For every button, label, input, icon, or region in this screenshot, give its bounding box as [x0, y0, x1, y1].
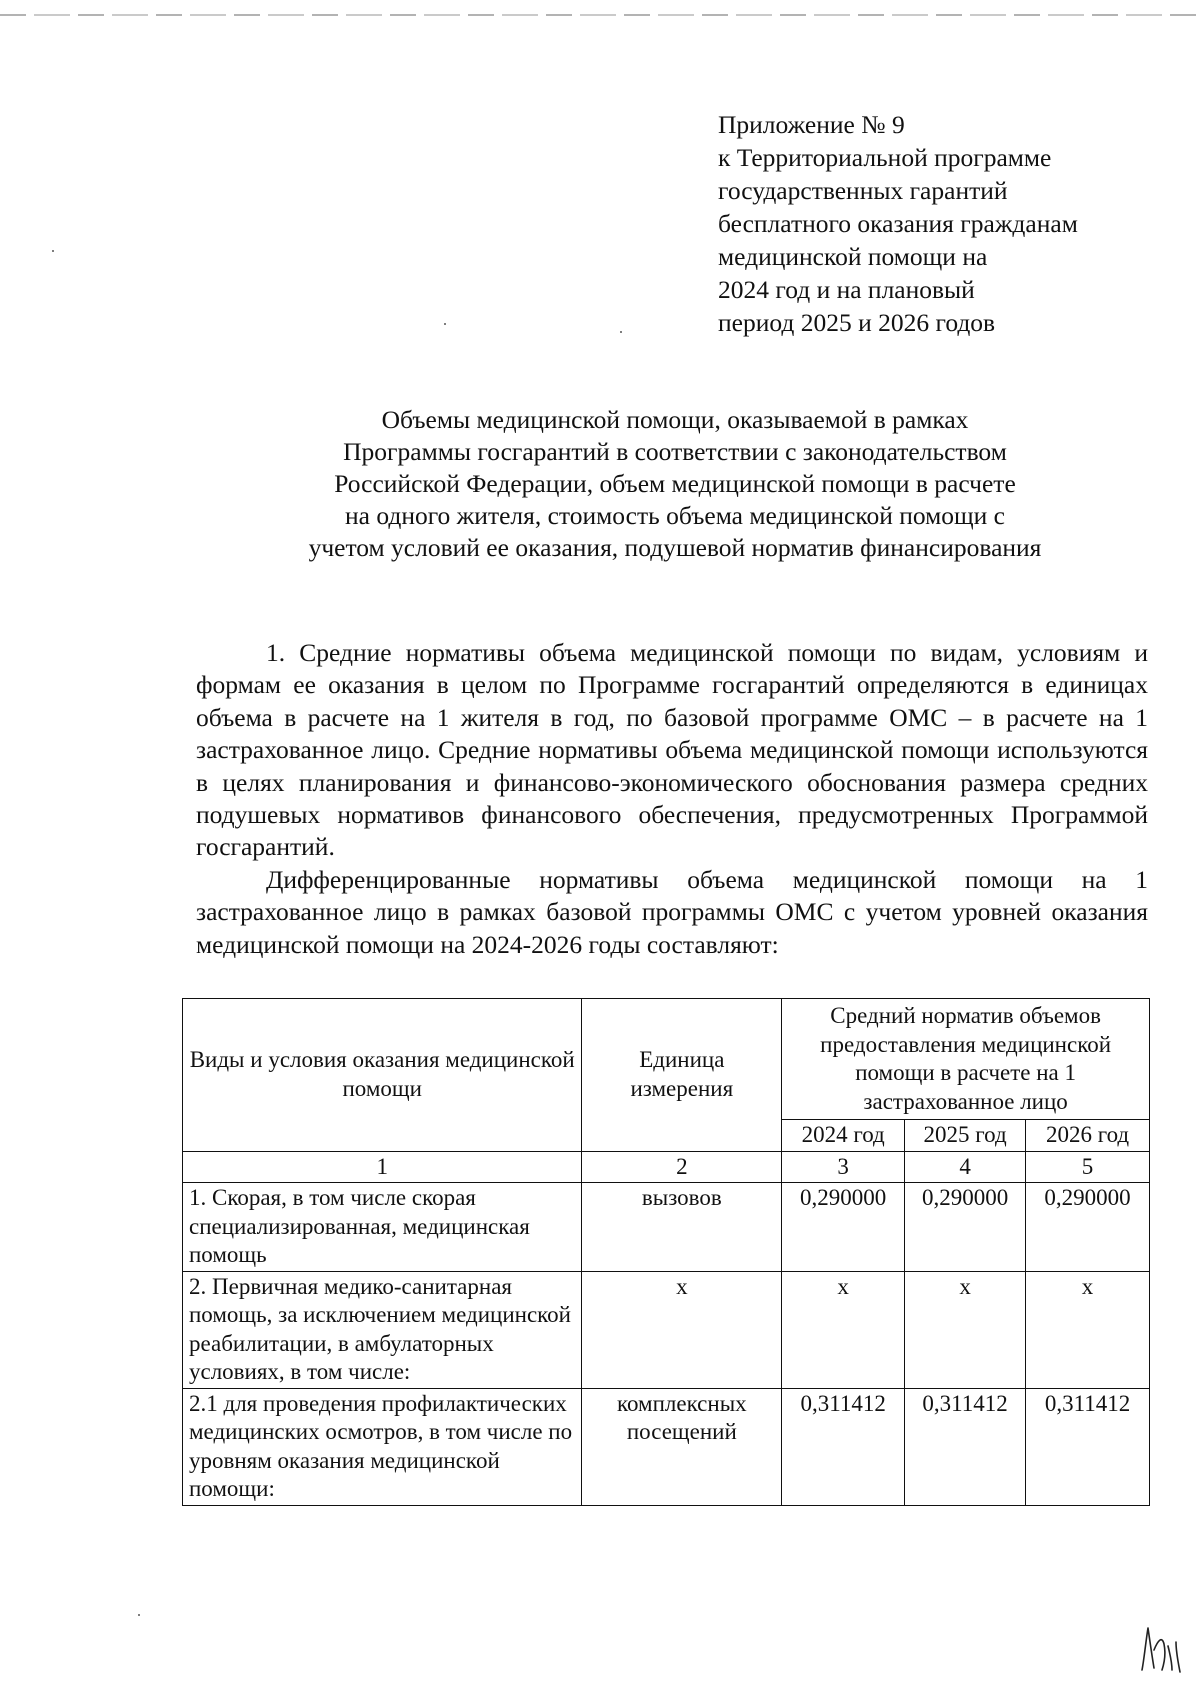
row-value-2024: 0,290000 [782, 1183, 905, 1272]
row-name: 1. Скорая, в том числе скорая специализированная, медицинская помощь [183, 1183, 582, 1272]
table-row [183, 1388, 1150, 1505]
appendix-line: Приложение № 9 [718, 110, 905, 139]
appendix-line: бесплатного оказания гражданам [718, 209, 1078, 238]
table-header-row [183, 999, 1150, 1120]
row-value-2026: х [1026, 1271, 1150, 1388]
document-title [200, 404, 1150, 564]
row-value-2025: 0,311412 [905, 1388, 1026, 1505]
appendix-header [718, 108, 1138, 339]
title-line: Объемы медицинской помощи, оказываемой в рамках [381, 405, 969, 434]
column-number: 3 [782, 1151, 905, 1183]
title-line: Программы госгарантий в соответствии с законодательством [343, 437, 1007, 466]
title-line: учетом условий ее оказания, подушевой норматив финансирования [308, 533, 1042, 562]
appendix-line: медицинской помощи на [718, 242, 988, 271]
table-row [183, 1271, 1150, 1388]
paragraph-2: Дифференцированные нормативы объема медицинской помощи на 1 застрахованное лицо в рамках базовой программы ОМС с учетом уровней оказания медицинской помощи на 2024-2026 годы составляют: [196, 864, 1148, 959]
scan-edge-artifact [0, 14, 1200, 16]
title-line: Российской Федерации, объем медицинской помощи в расчете [334, 469, 1016, 498]
norms-table [182, 998, 1150, 1506]
header-norm: Средний норматив объемов предоставления медицинской помощи в расчете на 1 застрахованное лицо [782, 999, 1150, 1120]
column-number: 2 [582, 1151, 782, 1183]
appendix-line: к Территориальной программе [718, 143, 1052, 172]
row-name: 2. Первичная медико-санитарная помощь, за исключением медицинской реабилитации, в амбулаторных условиях, в том числе: [183, 1271, 582, 1388]
scan-speck [52, 250, 54, 252]
header-unit: Единица измерения [582, 999, 782, 1152]
appendix-line: период 2025 и 2026 годов [718, 308, 996, 337]
column-number: 5 [1026, 1151, 1150, 1183]
column-number: 4 [905, 1151, 1026, 1183]
row-value-2024: 0,311412 [782, 1388, 905, 1505]
row-value-2026: 0,290000 [1026, 1183, 1150, 1272]
row-value-2026: 0,311412 [1026, 1388, 1150, 1505]
appendix-line: государственных гарантий [718, 176, 1008, 205]
table-column-numbers-row [183, 1151, 1150, 1183]
header-year-2026: 2026 год [1026, 1120, 1150, 1152]
header-year-2024: 2024 год [782, 1120, 905, 1152]
column-number: 1 [183, 1151, 582, 1183]
scan-speck [620, 331, 622, 333]
paragraph-1: 1. Средние нормативы объема медицинской помощи по видам, условиям и формам ее оказания в целом по Программе госгарантий определяются в единицах объема в расчете на 1 жителя в год, по базовой программе ОМС – в расчете на 1 застрахованное лицо. Средние нормативы объема медицинской помощи используются в целях планирования и финансово-экономического обоснования размера средних подушевых нормативов финансового обеспечения, предусмотренных Программой госгарантий. [196, 638, 1148, 862]
row-value-2024: х [782, 1271, 905, 1388]
scan-speck [444, 323, 446, 325]
scan-speck [138, 1614, 140, 1616]
row-unit: х [582, 1271, 782, 1388]
body-text [196, 637, 1148, 961]
row-value-2025: х [905, 1271, 1026, 1388]
row-name: 2.1 для проведения профилактических медицинских осмотров, в том числе по уровням оказания медицинской помощи: [183, 1388, 582, 1505]
row-unit: комплексных посещений [582, 1388, 782, 1505]
handwritten-initials [1134, 1620, 1190, 1680]
header-year-2025: 2025 год [905, 1120, 1026, 1152]
table-row [183, 1183, 1150, 1272]
row-unit: вызовов [582, 1183, 782, 1272]
row-value-2025: 0,290000 [905, 1183, 1026, 1272]
appendix-line: 2024 год и на плановый [718, 275, 975, 304]
title-line: на одного жителя, стоимость объема медицинской помощи с [345, 501, 1005, 530]
header-types: Виды и условия оказания медицинской помощи [183, 999, 582, 1152]
